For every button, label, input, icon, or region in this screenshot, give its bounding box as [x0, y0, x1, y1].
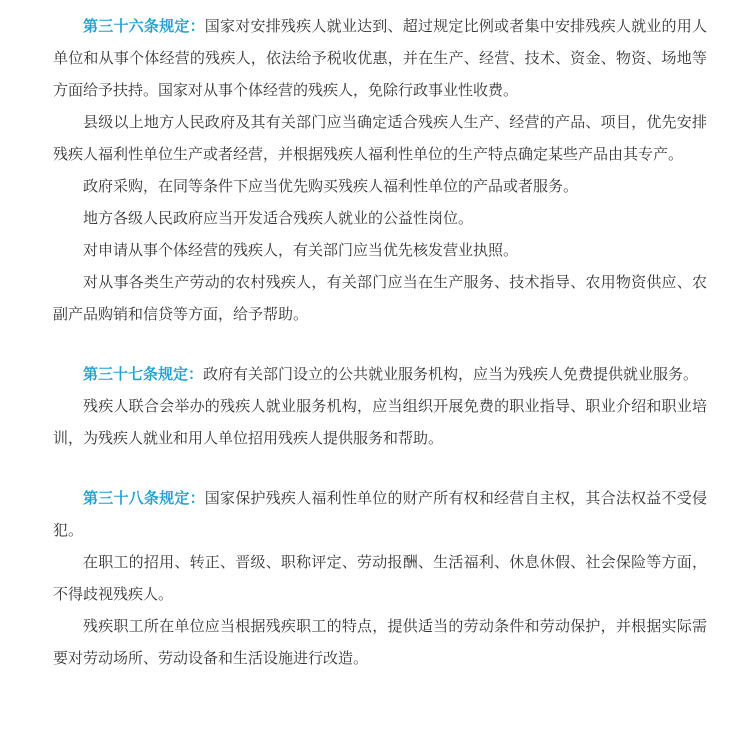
article-37-heading: 第三十七条规定： — [83, 365, 204, 383]
article-36-paragraph: 地方各级人民政府应当开发适合残疾人就业的公益性岗位。 — [83, 209, 474, 227]
article-38-paragraph: 残疾职工所在单位应当根据残疾职工的特点，提供适当的劳动条件和劳动保护，并根据实际需要对劳动场所、劳动设备和生活设施进行改造。 — [53, 617, 707, 667]
article-38-paragraph: 在职工的招用、转正、晋级、职称评定、劳动报酬、生活福利、休息休假、社会保险等方面，不得歧视残疾人。 — [53, 553, 707, 603]
article-36-paragraph: 县级以上地方人民政府及其有关部门应当确定适合残疾人生产、经营的产品、项目，优先安排残疾人福利性单位生产或者经营，并根据残疾人福利性单位的生产特点确定某些产品由其专产。 — [53, 113, 707, 163]
article-38-heading: 第三十八条规定： — [83, 489, 205, 507]
article-36-paragraph: 对申请从事个体经营的残疾人，有关部门应当优先核发营业执照。 — [83, 241, 519, 259]
article-38-lead — [53, 482, 707, 546]
article-37-paragraph: 残疾人联合会举办的残疾人就业服务机构，应当组织开展免费的职业指导、职业介绍和职业培训，为残疾人就业和用人单位招用残疾人提供服务和帮助。 — [53, 397, 707, 447]
article-36-paragraph: 政府采购，在同等条件下应当优先购买残疾人福利性单位的产品或者服务。 — [83, 177, 579, 195]
article-36-lead — [53, 10, 707, 106]
article-divider-space — [53, 330, 707, 358]
article-38-lead-text: 国家保护残疾人福利性单位的财产所有权和经营自主权，其合法权益不受侵犯。 — [53, 489, 707, 539]
article-36-paragraph: 对从事各类生产劳动的农村残疾人，有关部门应当在生产服务、技术指导、农用物资供应、农副产品购销和信贷等方面，给予帮助。 — [53, 273, 707, 323]
article-36-heading: 第三十六条规定： — [83, 17, 205, 35]
article-37-lead-text: 政府有关部门设立的公共就业服务机构，应当为残疾人免费提供就业服务。 — [203, 365, 699, 383]
article-36-lead-text: 国家对安排残疾人就业达到、超过规定比例或者集中安排残疾人就业的用人单位和从事个体经营的残疾人，依法给予税收优惠，并在生产、经营、技术、资金、物资、场地等方面给予扶持。国家对从事个体经营的残疾人，免除行政事业性收费。 — [53, 17, 707, 99]
article-37-lead — [53, 358, 707, 390]
article-divider-space — [53, 454, 707, 482]
